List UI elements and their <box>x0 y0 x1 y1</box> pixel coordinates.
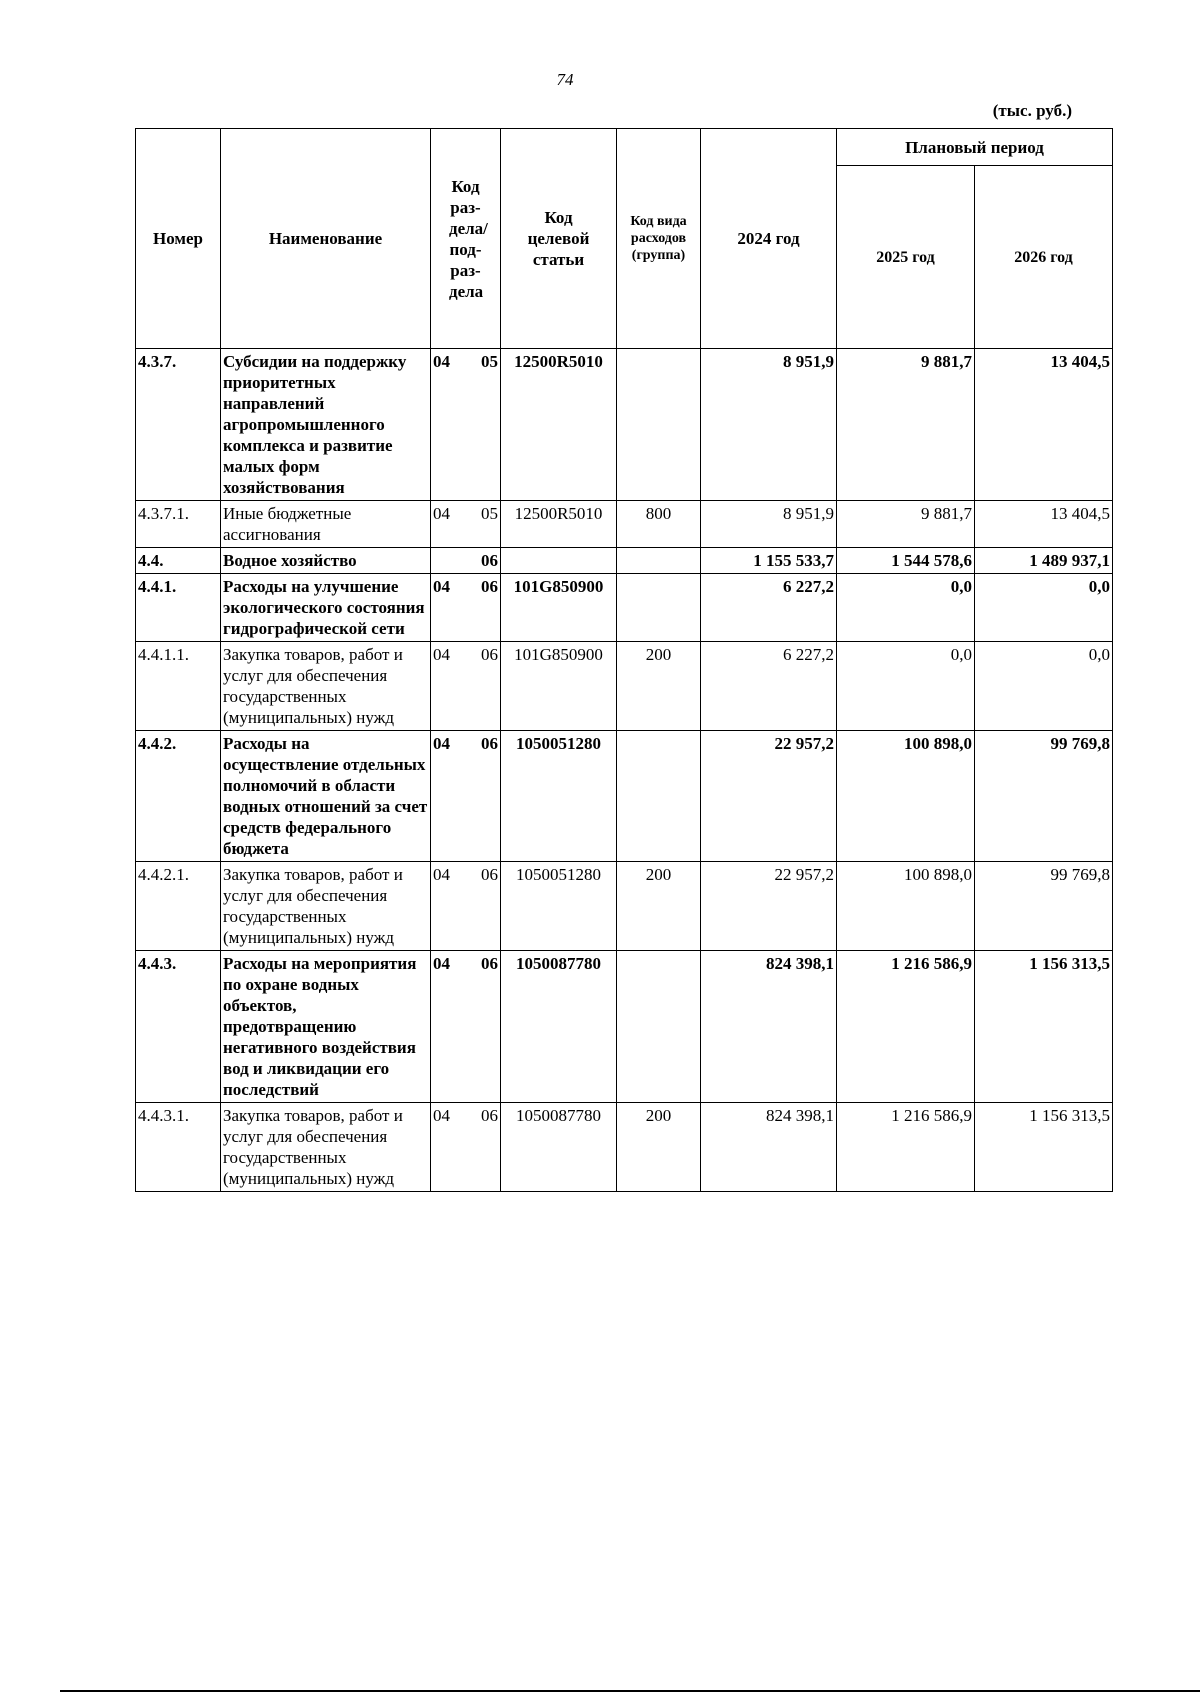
row-target-code: 1050051280 <box>501 862 617 951</box>
row-section-code <box>431 731 501 862</box>
subsection-code: 06 <box>481 954 498 973</box>
row-section-code <box>431 1103 501 1192</box>
subsection-code: 05 <box>481 352 498 371</box>
row-expense-code <box>617 349 701 501</box>
row-name: Расходы на осуществление отдельных полномочий в области водных отношений за счет средств федерального бюджета <box>221 731 431 862</box>
subsection-code: 06 <box>481 645 498 664</box>
row-expense-code <box>617 574 701 642</box>
header-2026: 2026 год <box>975 166 1113 349</box>
row-section-code <box>431 642 501 731</box>
row-value-2026: 13 404,5 <box>975 501 1113 548</box>
row-value-2025: 1 216 586,9 <box>837 1103 975 1192</box>
row-value-2024: 8 951,9 <box>701 349 837 501</box>
row-number: 4.4.3. <box>136 951 221 1103</box>
header-section-code: Код раз-дела/ под-раз-дела <box>431 129 501 349</box>
row-value-2024: 22 957,2 <box>701 731 837 862</box>
row-number: 4.4.2.1. <box>136 862 221 951</box>
row-value-2025: 100 898,0 <box>837 731 975 862</box>
row-name: Расходы на улучшение экологического состояния гидрографической сети <box>221 574 431 642</box>
row-value-2025: 0,0 <box>837 642 975 731</box>
table-row <box>136 731 1113 862</box>
table-row <box>136 548 1113 574</box>
subsection-code: 06 <box>481 1106 498 1125</box>
row-name: Закупка товаров, работ и услуг для обеспечения государственных (муниципальных) нужд <box>221 862 431 951</box>
row-section-code <box>431 349 501 501</box>
row-name: Субсидии на поддержку приоритетных направлений агропромышленного комплекса и развитие малых форм хозяйствования <box>221 349 431 501</box>
section-code: 04 <box>433 1106 450 1125</box>
row-value-2025: 1 216 586,9 <box>837 951 975 1103</box>
row-value-2026: 13 404,5 <box>975 349 1113 501</box>
row-value-2026: 1 156 313,5 <box>975 1103 1113 1192</box>
row-expense-code <box>617 731 701 862</box>
section-code: 04 <box>433 734 450 753</box>
row-value-2024: 1 155 533,7 <box>701 548 837 574</box>
row-value-2024: 6 227,2 <box>701 574 837 642</box>
row-value-2026: 99 769,8 <box>975 862 1113 951</box>
row-number: 4.4.2. <box>136 731 221 862</box>
row-value-2024: 824 398,1 <box>701 951 837 1103</box>
subsection-code: 06 <box>481 577 498 596</box>
row-section-code <box>431 862 501 951</box>
row-target-code: 1050087780 <box>501 951 617 1103</box>
row-value-2024: 6 227,2 <box>701 642 837 731</box>
row-expense-code: 200 <box>617 642 701 731</box>
row-expense-code: 200 <box>617 1103 701 1192</box>
row-target-code: 12500R5010 <box>501 349 617 501</box>
row-name: Иные бюджетные ассигнования <box>221 501 431 548</box>
row-expense-code: 200 <box>617 862 701 951</box>
row-target-code: 101G850900 <box>501 574 617 642</box>
table-row <box>136 574 1113 642</box>
row-value-2025: 1 544 578,6 <box>837 548 975 574</box>
section-code: 04 <box>433 645 450 664</box>
row-value-2026: 0,0 <box>975 574 1113 642</box>
budget-table <box>135 128 1113 1192</box>
row-name: Закупка товаров, работ и услуг для обеспечения государственных (муниципальных) нужд <box>221 642 431 731</box>
row-name: Водное хозяйство <box>221 548 431 574</box>
units-label: (тыс. руб.) <box>992 101 1072 120</box>
row-number: 4.3.7. <box>136 349 221 501</box>
subsection-code: 06 <box>481 551 498 570</box>
row-target-code: 1050087780 <box>501 1103 617 1192</box>
subsection-code: 06 <box>481 865 498 884</box>
row-value-2024: 8 951,9 <box>701 501 837 548</box>
row-value-2025: 0,0 <box>837 574 975 642</box>
row-section-code <box>431 951 501 1103</box>
row-value-2026: 1 489 937,1 <box>975 548 1113 574</box>
row-value-2024: 22 957,2 <box>701 862 837 951</box>
row-value-2024: 824 398,1 <box>701 1103 837 1192</box>
row-number: 4.3.7.1. <box>136 501 221 548</box>
row-expense-code: 800 <box>617 501 701 548</box>
header-2025: 2025 год <box>837 166 975 349</box>
row-target-code: 12500R5010 <box>501 501 617 548</box>
row-target-code: 1050051280 <box>501 731 617 862</box>
row-value-2025: 9 881,7 <box>837 349 975 501</box>
row-value-2025: 9 881,7 <box>837 501 975 548</box>
section-code: 04 <box>433 954 450 973</box>
row-value-2025: 100 898,0 <box>837 862 975 951</box>
row-number: 4.4. <box>136 548 221 574</box>
header-number: Номер <box>136 129 221 349</box>
row-expense-code <box>617 951 701 1103</box>
row-number: 4.4.1. <box>136 574 221 642</box>
row-number: 4.4.3.1. <box>136 1103 221 1192</box>
row-number: 4.4.1.1. <box>136 642 221 731</box>
row-value-2026: 1 156 313,5 <box>975 951 1113 1103</box>
row-target-code <box>501 548 617 574</box>
row-expense-code <box>617 548 701 574</box>
row-section-code <box>431 548 501 574</box>
header-name: Наименование <box>221 129 431 349</box>
section-code: 04 <box>433 865 450 884</box>
header-2024: 2024 год <box>701 129 837 349</box>
header-target-code: Код целевой статьи <box>501 129 617 349</box>
subsection-code: 05 <box>481 504 498 523</box>
table-row <box>136 1103 1113 1192</box>
table-row <box>136 862 1113 951</box>
row-target-code: 101G850900 <box>501 642 617 731</box>
subsection-code: 06 <box>481 734 498 753</box>
table-row <box>136 951 1113 1103</box>
section-code: 04 <box>433 352 450 371</box>
row-value-2026: 99 769,8 <box>975 731 1113 862</box>
row-section-code <box>431 501 501 548</box>
header-expense-code: Код вида расходов (группа) <box>617 129 701 349</box>
table-row <box>136 501 1113 548</box>
table-row <box>136 349 1113 501</box>
table-row <box>136 642 1113 731</box>
row-value-2026: 0,0 <box>975 642 1113 731</box>
header-planned-period: Плановый период <box>837 129 1113 166</box>
page-number: 74 <box>556 70 574 89</box>
section-code: 04 <box>433 577 450 596</box>
row-section-code <box>431 574 501 642</box>
row-name: Закупка товаров, работ и услуг для обеспечения государственных (муниципальных) нужд <box>221 1103 431 1192</box>
section-code: 04 <box>433 504 450 523</box>
row-name: Расходы на мероприятия по охране водных объектов, предотвращению негативного воздействия вод и ликвидации его последствий <box>221 951 431 1103</box>
